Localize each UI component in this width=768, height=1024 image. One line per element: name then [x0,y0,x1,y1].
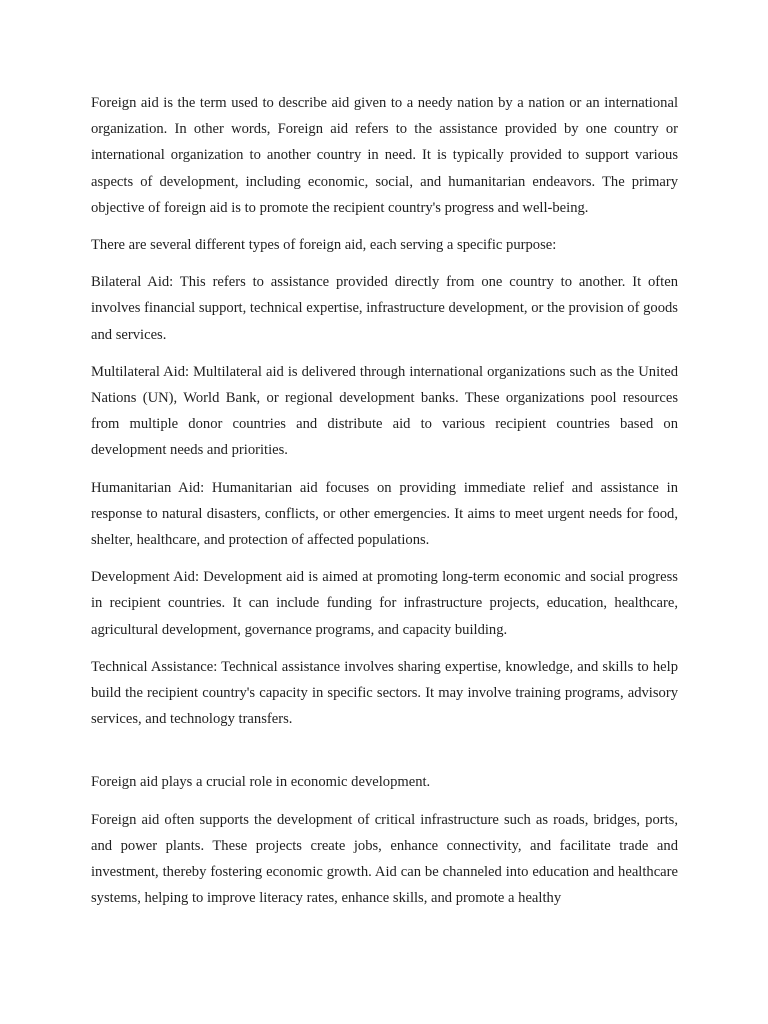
paragraph-bilateral-aid: Bilateral Aid: This refers to assistance provided directly from one country to another. It often involves financial support, technical expertise, infrastructure development, or the provision of goods and services. [91,274,678,343]
paragraph-economic-role: Foreign aid plays a crucial role in economic development. [91,774,431,791]
document-body [91,90,678,922]
paragraph-development-aid: Development Aid: Development aid is aimed at promoting long-term economic and social progress in recipient countries. It can include funding for infrastructure projects, education, healthcare, agricultural development, governance programs, and capacity building. [91,569,678,638]
paragraph-infrastructure: Foreign aid often supports the development of critical infrastructure such as roads, bridges, ports, and power plants. These projects create jobs, enhance connectivity, and facilitate trade and investment, thereby fostering economic growth. Aid can be channeled into education and healthcare systems, helping to improve literacy rates, enhance skills, and promote a healthy [91,811,678,907]
paragraph-humanitarian-aid: Humanitarian Aid: Humanitarian aid focuses on providing immediate relief and assistance in response to natural disasters, conflicts, or other emergencies. It aims to meet urgent needs for food, shelter, healthcare, and protection of affected populations. [91,479,678,549]
paragraph-multilateral-aid: Multilateral Aid: Multilateral aid is delivered through international organizations such as the United Nations (UN), World Bank, or regional development banks. These organizations pool resources from multiple donor countries and distribute aid to various recipient countries based on development needs and priorities. [91,363,678,459]
paragraph-intro: Foreign aid is the term used to describe aid given to a needy nation by a nation or an international organization. In other words, Foreign aid refers to the assistance provided by one country or international organization to another country in need. It is typically provided to support various aspects of development, including economic, social, and humanitarian endeavors. The primary objective of foreign aid is to promote the recipient country's progress and well-being. [91,95,678,216]
paragraph-types-intro: There are several different types of foreign aid, each serving a specific purpose: [91,237,557,254]
paragraph-technical-assistance: Technical Assistance: Technical assistance involves sharing expertise, knowledge, and skills to help build the recipient country's capacity in specific sectors. It may involve training programs, advisory services, and technology transfers. [91,658,678,728]
